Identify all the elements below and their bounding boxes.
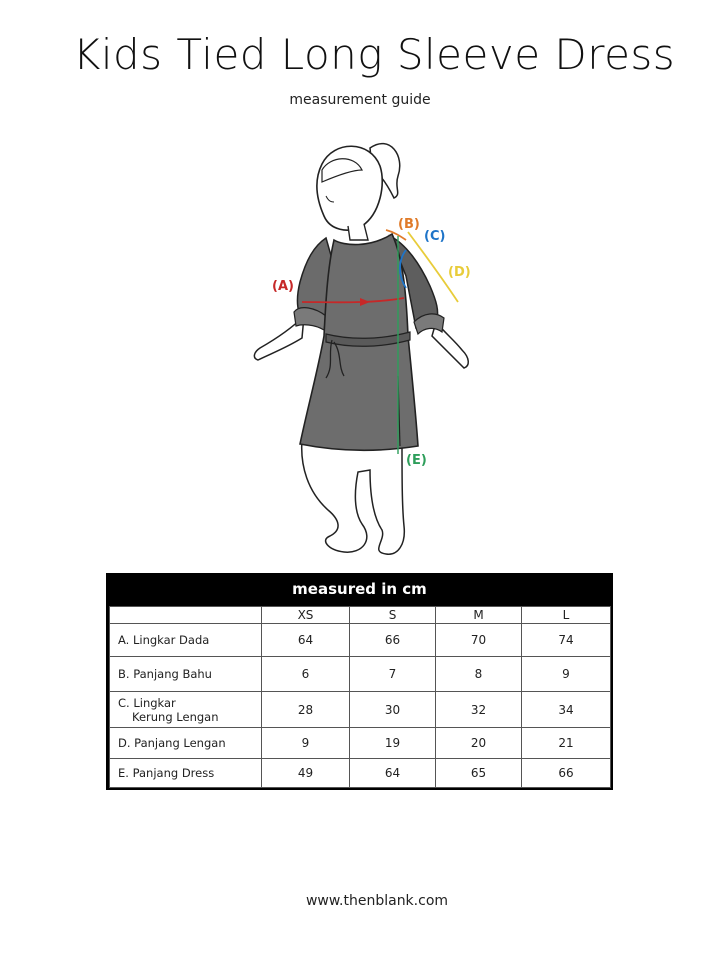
table-cell: 64 — [350, 758, 436, 787]
table-row — [110, 657, 611, 691]
table-header: measured in cm — [292, 580, 427, 598]
table-cell: 64 — [262, 624, 350, 657]
footer-website: www.thenblank.com — [305, 893, 449, 909]
col-header-l: L — [522, 607, 611, 624]
row-label-line2: Kerung Lengan — [132, 709, 219, 724]
table-cell: 34 — [522, 691, 611, 727]
table-row — [110, 758, 611, 787]
table-cell: 7 — [350, 657, 436, 691]
col-header-label — [110, 607, 262, 624]
child-legs — [302, 440, 405, 554]
table-cell: 21 — [522, 728, 611, 758]
table-row — [110, 624, 611, 657]
table-cell: 66 — [350, 624, 436, 657]
table-cell: 66 — [522, 758, 611, 787]
table-cell: 30 — [350, 691, 436, 727]
table-row — [110, 691, 611, 727]
table-cell: 65 — [436, 758, 522, 787]
table-cell: 6 — [262, 657, 350, 691]
col-header-s: S — [350, 607, 436, 624]
table-cell: 28 — [262, 691, 350, 727]
row-label: A. Lingkar Dada — [110, 624, 262, 657]
table-row — [110, 728, 611, 758]
table-cell: 19 — [350, 728, 436, 758]
size-table-container — [106, 573, 613, 790]
label-e: (E) — [406, 453, 427, 468]
row-label: B. Panjang Bahu — [110, 657, 262, 691]
table-header-row — [110, 607, 611, 624]
table-cell: 32 — [436, 691, 522, 727]
label-a: (A) — [272, 279, 294, 294]
page-subtitle: measurement guide — [289, 92, 431, 108]
label-d: (D) — [448, 265, 471, 280]
size-table — [109, 606, 611, 788]
page-title: Kids Tied Long Sleeve Dress — [72, 30, 676, 79]
dress-measurement-illustration — [230, 126, 510, 566]
table-cell: 9 — [522, 657, 611, 691]
table-cell: 20 — [436, 728, 522, 758]
label-c: (C) — [424, 229, 446, 244]
child-neck — [348, 224, 368, 240]
col-header-xs: XS — [262, 607, 350, 624]
table-cell: 49 — [262, 758, 350, 787]
label-b: (B) — [398, 217, 420, 232]
table-cell: 74 — [522, 624, 611, 657]
table-cell: 8 — [436, 657, 522, 691]
child-head — [317, 146, 382, 230]
table-cell: 70 — [436, 624, 522, 657]
table-cell: 9 — [262, 728, 350, 758]
row-label: C. Lingkar Kerung Lengan — [110, 691, 262, 727]
row-label: D. Panjang Lengan — [110, 728, 262, 758]
row-label: E. Panjang Dress — [110, 758, 262, 787]
col-header-m: M — [436, 607, 522, 624]
